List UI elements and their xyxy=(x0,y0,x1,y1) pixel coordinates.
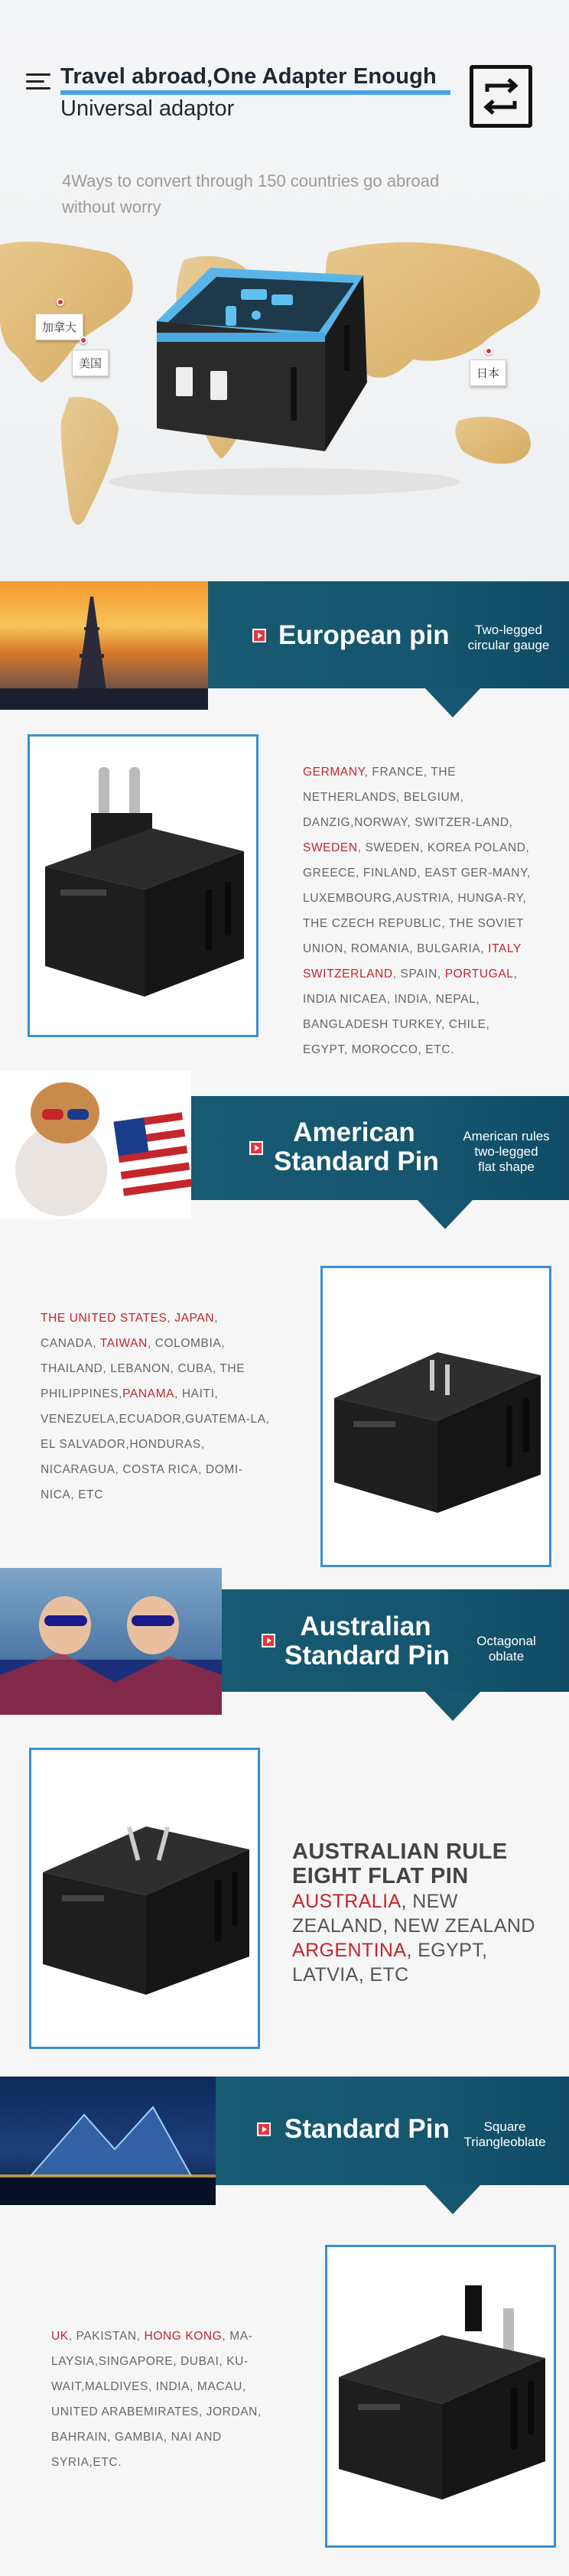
section-band-notch xyxy=(418,1200,473,1229)
hero-title: Travel abroad,One Adapter Enough xyxy=(60,64,437,89)
city-night-photo xyxy=(0,2077,216,2205)
section-title: Standard Pin xyxy=(284,2114,450,2144)
section-australian-header xyxy=(0,1568,569,1721)
map-pin-icon xyxy=(485,347,493,355)
section-band-notch xyxy=(425,688,480,717)
section-title: American Standard Pin xyxy=(274,1117,439,1176)
world-map-illustration xyxy=(0,229,569,551)
section-subtitle: Square Triangleoblate xyxy=(463,2119,546,2149)
play-bullet-icon xyxy=(262,1634,275,1647)
european-countries-text: GERMANY, FRANCE, THE NETHERLANDS, BELGIUM, DANZIG,NORWAY, SWITZER-LAND, SWEDEN, SWEDEN, KOREA POLAND, GREECE, FINLAND, EAST GER-MANY, LUXEMBOURG,AUSTRIA, HUNGA-RY, THE CZECH REPUBLIC, THE SOVIET UNION, ROMANIA, BULGARIA, ITALY SWITZERLAND, SPAIN, PORTUGAL, INDIA NICAEA, INDIA, NEPAL, BANGLADESH TURKEY, CHILE, EGYPT, MOROCCO, ETC. xyxy=(303,766,531,1056)
play-bullet-icon xyxy=(257,2122,271,2136)
section-band-notch xyxy=(425,1692,480,1721)
section-subtitle: Two-legged circular gauge xyxy=(467,623,550,652)
section-subtitle: Octagonal oblate xyxy=(476,1634,536,1664)
section-title: Australian Standard Pin xyxy=(284,1612,450,1670)
australian-fans-photo xyxy=(0,1568,222,1715)
australian-countries-text: AUSTRALIA, NEW ZEALAND, NEW ZEALAND ARGENTINA, EGYPT, LATVIA, ETC xyxy=(292,1891,535,1986)
menu-icon[interactable] xyxy=(26,73,50,90)
play-bullet-icon xyxy=(249,1141,263,1155)
american-countries-text: THE UNITED STATES, JAPAN, CANADA, TAIWAN, COLOMBIA, THAILAND, LEBANON, CUBA, THE PHILIPPINES,PANAMA, HAITI, VENEZUELA,ECUADOR,GUATEMA-LA, EL SALVADOR,HONDURAS, NICARAGUA, COSTA RICA, DOMI-NICA, ETC xyxy=(41,1312,270,1501)
eiffel-tower-photo xyxy=(0,581,208,710)
section-american-header xyxy=(0,1071,569,1224)
product-image-frame xyxy=(325,2245,556,2548)
hero-banner xyxy=(0,0,569,581)
dog-flag-photo xyxy=(0,1071,191,1219)
adapter-american-pin-image xyxy=(323,1268,549,1565)
hero-description: 4Ways to convert through 150 countries go abroad without worry xyxy=(62,171,440,216)
map-label-usa: 美国 xyxy=(72,350,109,376)
uk-countries-text: UK, PAKISTAN, HONG KONG, MA-LAYSIA,SINGAPORE, DUBAI, KU-WAIT,MALDIVES, INDIA, MACAU, UNITED ARABEMIRATES, JORDAN, BAHRAIN, GAMBIA, NAI AND SYRIA,ETC. xyxy=(51,2330,262,2469)
product-image-frame xyxy=(320,1266,551,1567)
product-image-frame xyxy=(28,734,258,1037)
australian-rule-heading: AUSTRALIAN RULE EIGHT FLAT PIN xyxy=(292,1839,508,1888)
title-underline xyxy=(60,90,450,95)
section-uk-header xyxy=(0,2077,569,2230)
map-label-japan: 日本 xyxy=(470,359,506,386)
map-label-canada: 加拿大 xyxy=(35,314,83,340)
play-bullet-icon xyxy=(252,629,266,642)
map-pin-icon xyxy=(80,337,87,344)
adapter-uk-pin-image xyxy=(327,2247,554,2545)
map-pin-icon xyxy=(57,298,64,306)
hero-subtitle-title: Universal adaptor xyxy=(60,96,235,121)
section-title: European pin xyxy=(278,620,450,650)
product-image-frame xyxy=(29,1748,260,2049)
section-european-header xyxy=(0,581,569,734)
section-subtitle: American rules two-legged flat shape xyxy=(463,1129,550,1174)
adapter-european-pin-image xyxy=(30,737,256,1035)
section-band-notch xyxy=(425,2185,480,2214)
adapter-australian-pin-image xyxy=(31,1750,258,2047)
swap-icon xyxy=(470,65,532,128)
